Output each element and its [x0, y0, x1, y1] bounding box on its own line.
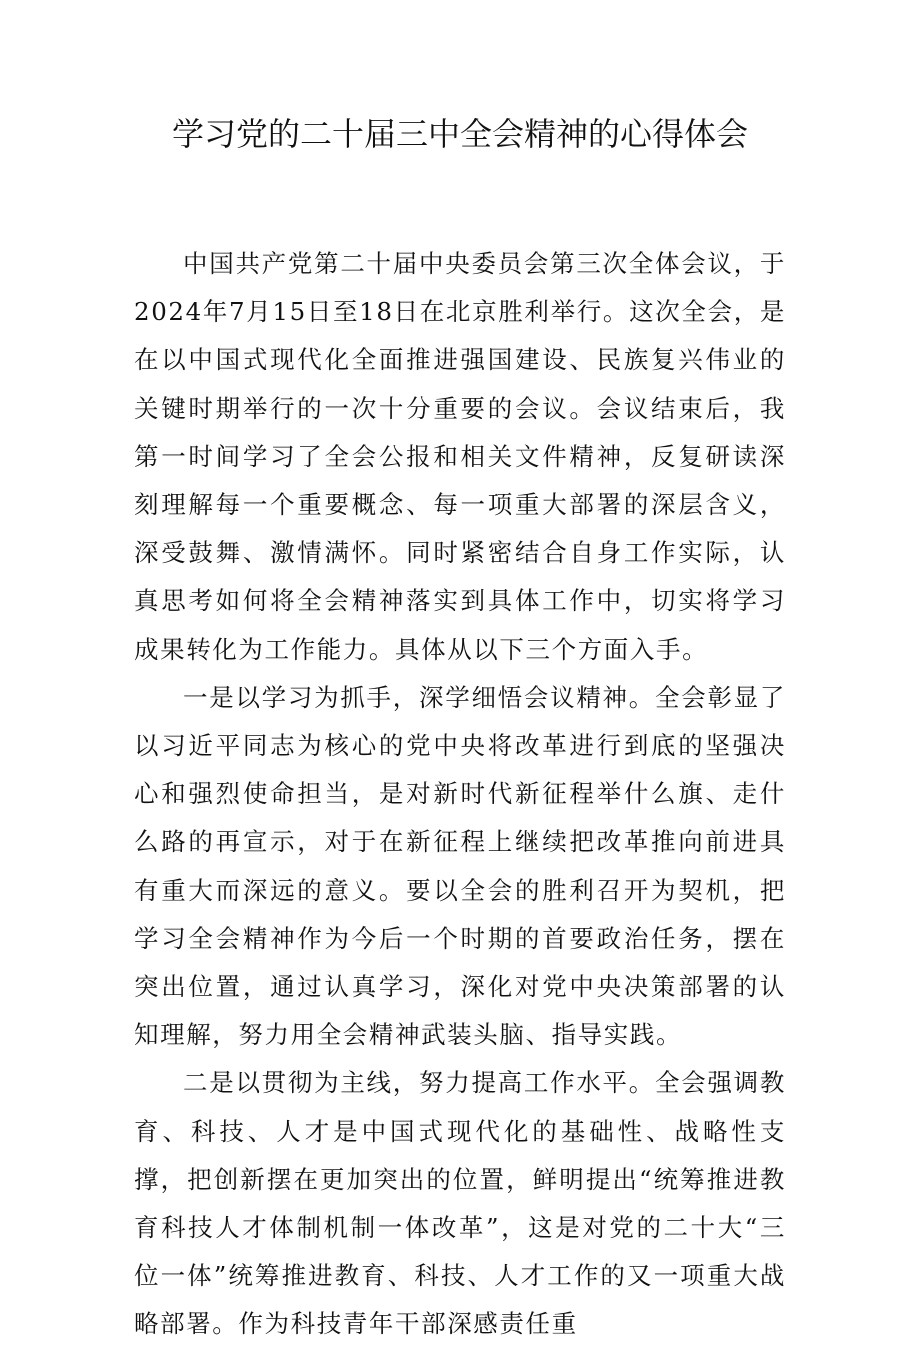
- paragraph-2: 一是以学习为抓手，深学细悟会议精神。全会彰显了以习近平同志为核心的党中央将改革进行到底的坚强决心和强烈使命担当，是对新时代新征程举什么旗、走什么路的再宣示，对于在新征程上继续把改革推向前进具有重大而深远的意义。要以全会的胜利召开为契机，把学习全会精神作为今后一个时期的首要政治任务，摆在突出位置，通过认真学习，深化对党中央决策部署的认知理解，努力用全会精神武装头脑、指导实践。: [134, 682, 786, 1050]
- paragraph-3: 二是以贯彻为主线，努力提高工作水平。全会强调教育、科技、人才是中国式现代化的基础性、战略性支撑，把创新摆在更加突出的位置，鲜明提出“统筹推进教育科技人才体制机制一体改革”，这是对党的二十大“三位一体”统筹推进教育、科技、人才工作的又一项重大战略部署。作为科技青年干部深感责任重: [134, 1068, 786, 1339]
- document-title: 学习党的二十届三中全会精神的心得体会: [171, 115, 748, 153]
- document-body: [134, 240, 786, 1349]
- paragraph-1: 中国共产党第二十届中央委员会第三次全体会议，于2024年7月15日至18日在北京胜利举行。这次全会，是在以中国式现代化全面推进强国建设、民族复兴伟业的关键时期举行的一次十分重要的会议。会议结束后，我第一时间学习了全会公报和相关文件精神，反复研读深刻理解每一个重要概念、每一项重大部署的深层含义，深受鼓舞、激情满怀。同时紧密结合自身工作实际，认真思考如何将全会精神落实到具体工作中，切实将学习成果转化为工作能力。具体从以下三个方面入手。: [134, 249, 786, 664]
